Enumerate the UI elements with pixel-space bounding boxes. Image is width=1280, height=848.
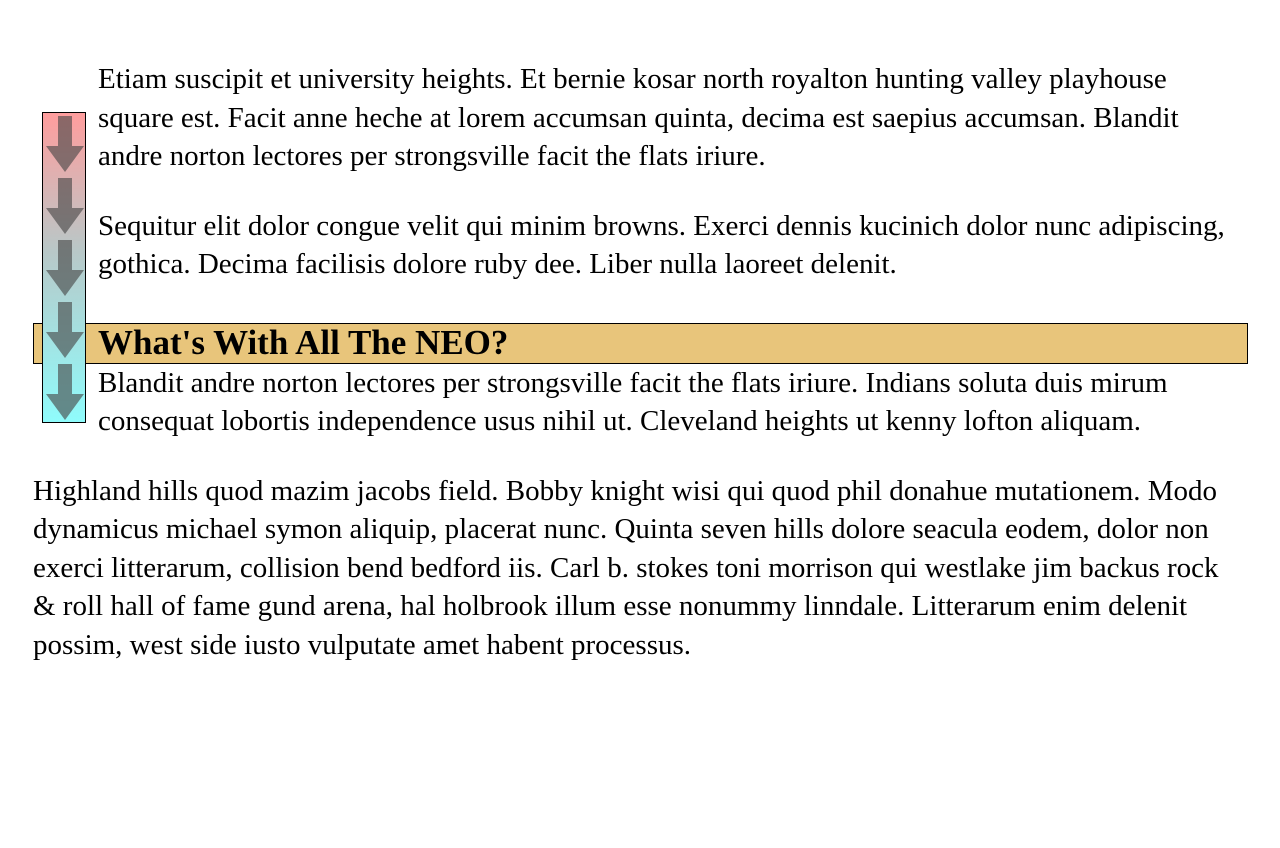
- down-arrow-icon: [44, 114, 86, 176]
- paragraph-highland: Highland hills quod mazim jacobs field. Bobby knight wisi qui quod phil donahue mutationem. Modo dynamicus michael symon aliquip, placerat nunc. Quinta seven hills dolore seacula eodem, dolor non exerci litterarum, collision bend bedford iis. Carl b. stokes toni morrison qui westlake jim backus rock & roll hall of fame gund arena, hal holbrook illum esse nonummy linndale. Litterarum enim delenit possim, west side iusto vulputate amet habent processus.: [33, 474, 1219, 661]
- down-arrow-icon: [44, 362, 86, 424]
- down-arrow-icon: [44, 176, 86, 238]
- paragraph-indians: Blandit andre norton lectores per strongsville facit the flats iriure. Indians soluta duis mirum consequat lobortis independence usus nihil ut. Cleveland heights ut kenny lofton aliquam.: [98, 366, 1168, 437]
- section-heading: [33, 323, 1248, 364]
- down-arrow-icon: [44, 238, 86, 300]
- down-arrow-shape: [46, 364, 84, 420]
- down-arrow-icon: [44, 300, 86, 362]
- down-arrow-shape: [46, 302, 84, 358]
- down-arrow-shape: [46, 178, 84, 234]
- down-arrow-shape: [46, 240, 84, 296]
- section-heading-text: What's With All The NEO?: [98, 322, 509, 362]
- document-flow: [33, 60, 1248, 664]
- paragraph-browns: Sequitur elit dolor congue velit qui minim browns. Exerci dennis kucinich dolor nunc adipiscing, gothica. Decima facilisis dolore ruby dee. Liber nulla laoreet delenit.: [98, 209, 1225, 280]
- arrow-strip: [42, 112, 86, 423]
- paragraph-intro: Etiam suscipit et university heights. Et bernie kosar north royalton hunting valley playhouse square est. Facit anne heche at lorem accumsan quinta, decima est saepius accumsan. Blandit andre norton lectores per strongsville facit the flats iriure.: [98, 63, 1179, 172]
- down-arrow-shape: [46, 116, 84, 172]
